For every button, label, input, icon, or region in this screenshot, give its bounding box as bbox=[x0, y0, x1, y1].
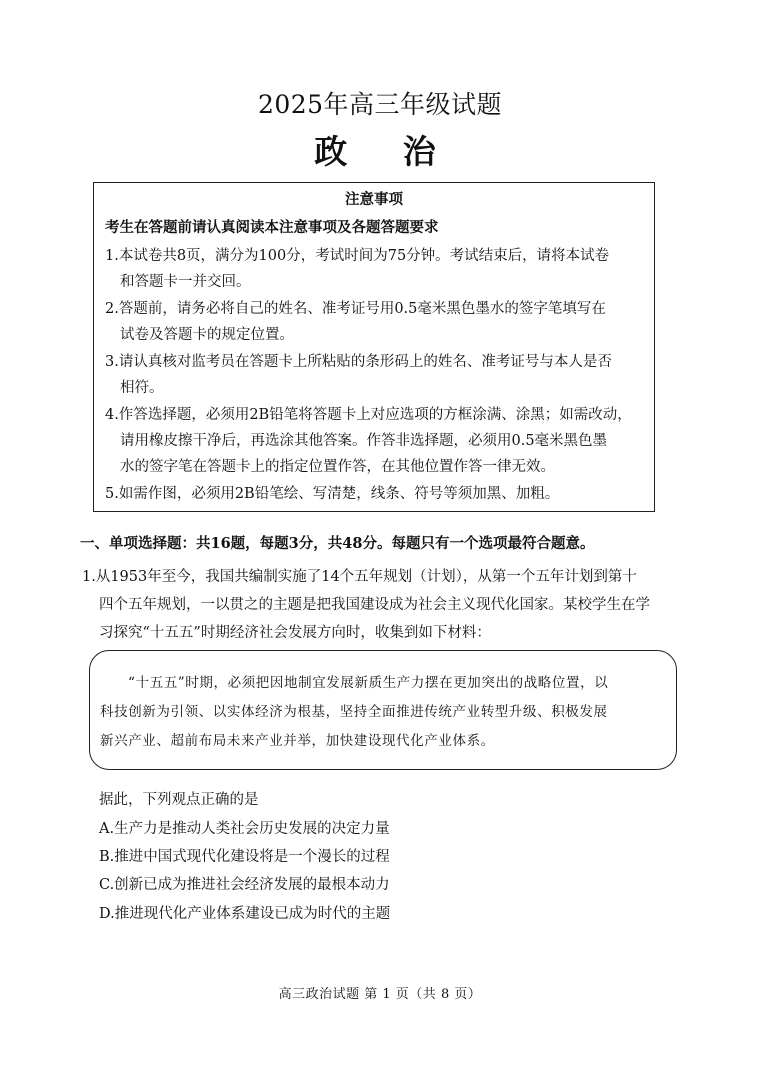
page-footer: 高三政治试题 第 1 页（共 8 页） bbox=[278, 987, 482, 1002]
material-line: 新兴产业、超前布局未来产业并举，加快建设现代化产业体系。 bbox=[100, 733, 495, 749]
question-text-line: 习探究“十五五”时期经济社会发展方向时，收集到如下材料： bbox=[99, 625, 491, 641]
option-c: C.创新已成为推进社会经济发展的最根本动力 bbox=[99, 877, 390, 893]
option-a: A.生产力是推动人类社会历史发展的决定力量 bbox=[99, 821, 390, 837]
option-b: B.推进中国式现代化建设将是一个漫长的过程 bbox=[99, 849, 390, 865]
subject-title: 政 治 bbox=[314, 132, 458, 171]
notice-item-4 bbox=[105, 402, 650, 480]
notice-item-text: 相符。 bbox=[120, 380, 164, 396]
notice-item-1 bbox=[105, 243, 650, 295]
material-line: 科技创新为引领、以实体经济为根基，坚持全面推进传统产业转型升级、积极发展 bbox=[100, 704, 608, 720]
section-heading: 一、单项选择题：共16题，每题3分，共48分。每题只有一个选项最符合题意。 bbox=[80, 535, 595, 552]
notice-item-text: 试卷及答题卡的规定位置。 bbox=[120, 327, 294, 343]
notice-item-text: 请用橡皮擦干净后，再选涂其他答案。作答非选择题，必须用0.5毫米黑色墨 bbox=[120, 433, 608, 449]
notice-item-2 bbox=[105, 296, 650, 348]
notice-item-text: 5.如需作图，必须用2B铅笔绘、写清楚，线条、符号等须加黑、加粗。 bbox=[105, 486, 560, 502]
question-text-line: 1.从1953年至今，我国共编制实施了14个五年规划（计划），从第一个五年计划到第十 bbox=[82, 569, 637, 585]
notice-item-text: 2.答题前，请务必将自己的姓名、准考证号用0.5毫米黑色墨水的签字笔填写在 bbox=[105, 301, 606, 317]
notice-item-text: 水的签字笔在答题卡上的指定位置作答，在其他位置作答一律无效。 bbox=[120, 459, 555, 475]
notice-intro: 考生在答题前请认真阅读本注意事项及各题答题要求 bbox=[105, 219, 439, 236]
option-d: D.推进现代化产业体系建设已成为时代的主题 bbox=[99, 906, 391, 922]
notice-title: 注意事项 bbox=[345, 191, 403, 208]
notice-item-text: 和答题卡一并交回。 bbox=[120, 274, 251, 290]
notice-item-text: 1.本试卷共8页，满分为100分，考试时间为75分钟。考试结束后，请将本试卷 bbox=[105, 248, 610, 264]
question-stem: 据此，下列观点正确的是 bbox=[99, 792, 259, 808]
notice-item-text: 4.作答选择题，必须用2B铅笔将答题卡上对应选项的方框涂满、涂黑；如需改动， bbox=[105, 407, 632, 423]
notice-box bbox=[93, 182, 655, 512]
exam-title: 2025年高三年级试题 bbox=[257, 90, 503, 119]
material-box bbox=[89, 650, 677, 770]
notice-item-3 bbox=[105, 349, 650, 401]
material-line: “十五五”时期，必须把因地制宜发展新质生产力摆在更加突出的战略位置，以 bbox=[128, 675, 609, 691]
notice-item-5 bbox=[105, 481, 650, 507]
notice-item-text: 3.请认真核对监考员在答题卡上所粘贴的条形码上的姓名、准考证号与本人是否 bbox=[105, 354, 612, 370]
question-text-line: 四个五年规划，一以贯之的主题是把我国建设成为社会主义现代化国家。某校学生在学 bbox=[99, 597, 650, 613]
